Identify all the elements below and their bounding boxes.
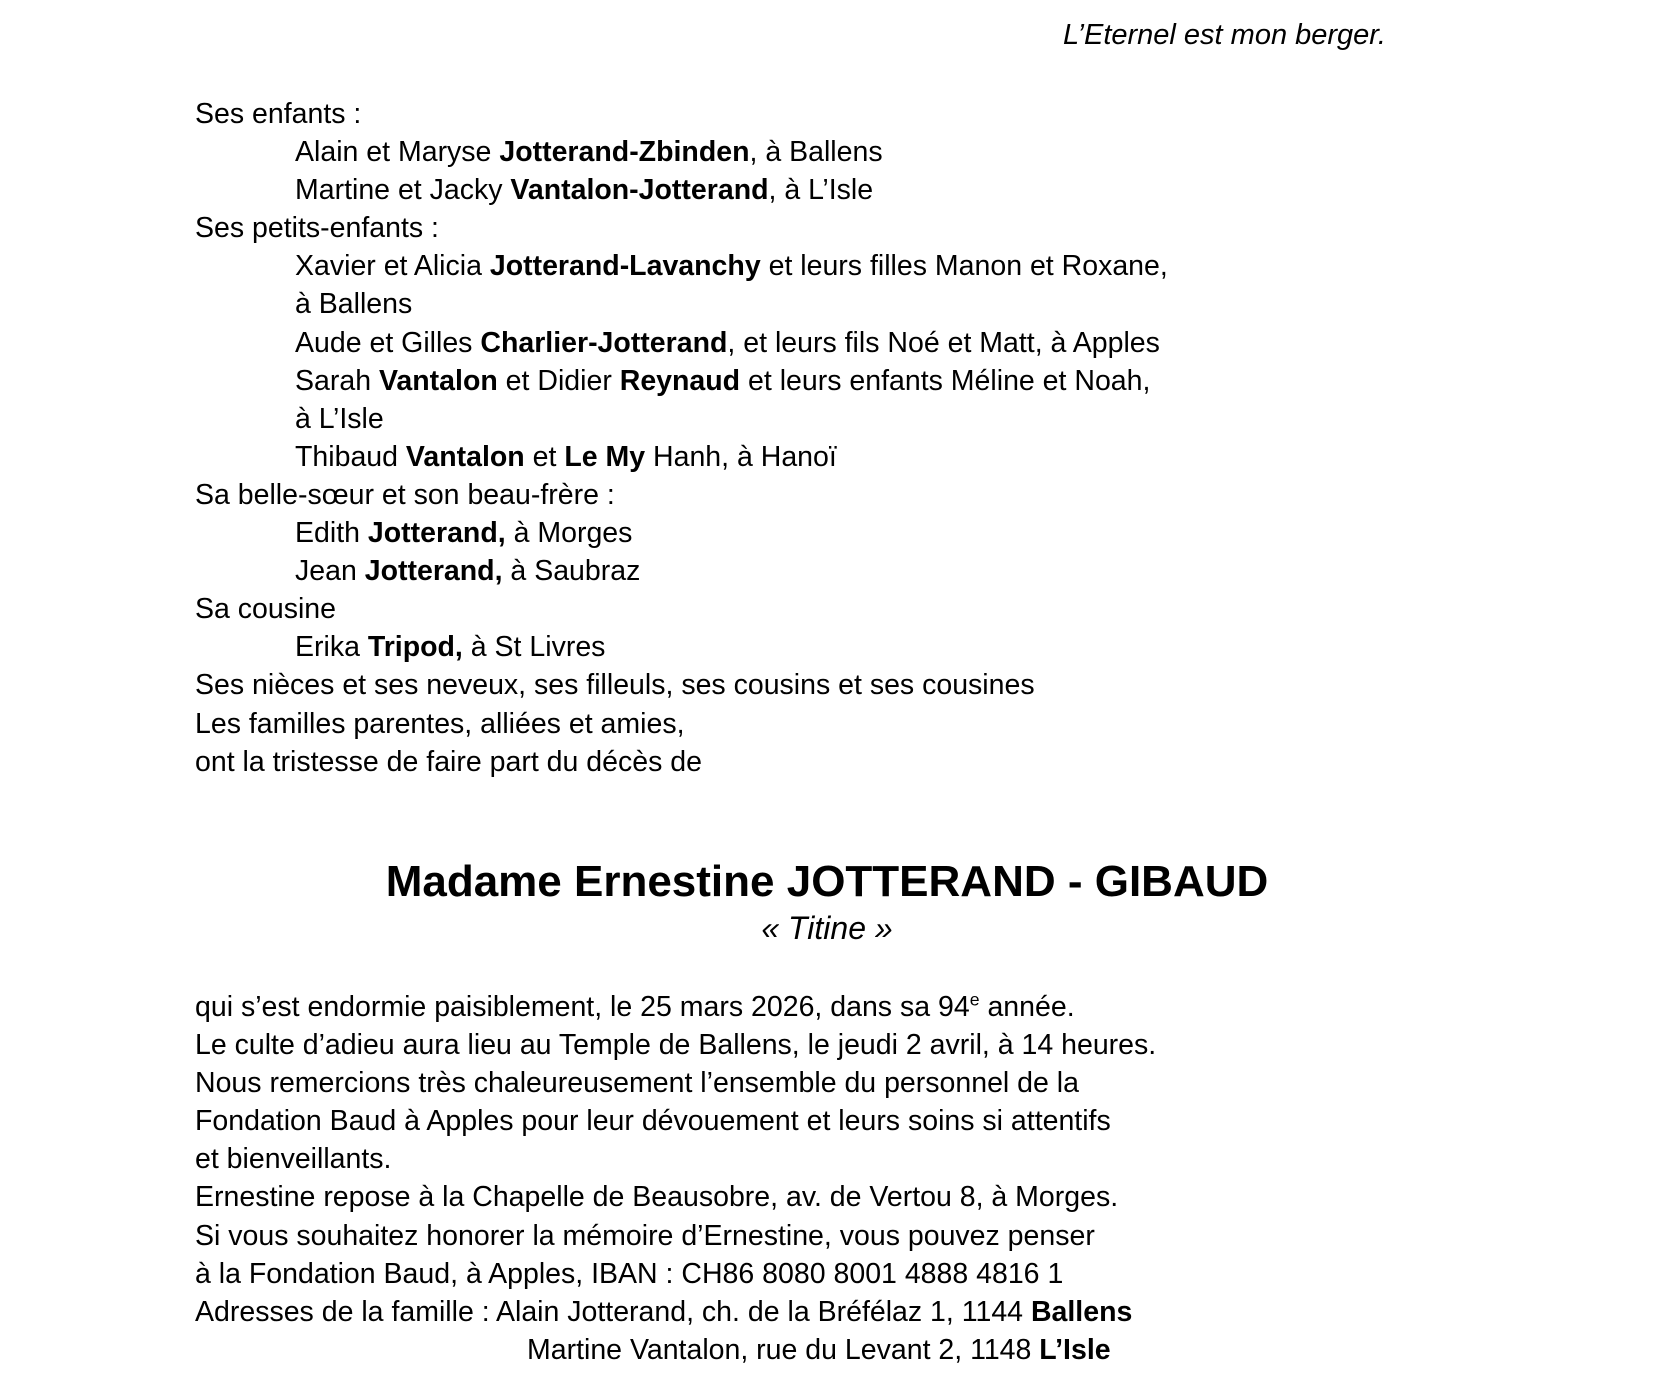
announcement-line — [195, 1255, 1615, 1293]
family-line — [195, 95, 1615, 133]
announcement-line — [195, 1217, 1615, 1255]
text-run: à Ballens — [295, 288, 413, 321]
family-line — [195, 362, 1615, 400]
bold-text-run: Jotterand, — [367, 517, 506, 550]
superscript-text: e — [969, 989, 980, 1010]
text-run: et leurs filles Manon et Roxane, — [760, 250, 1168, 283]
text-run: à Saubraz — [502, 555, 641, 588]
family-line — [195, 285, 1615, 323]
bold-text-run: Reynaud — [619, 364, 741, 397]
text-run: Xavier et Alicia — [295, 250, 490, 283]
family-line — [195, 743, 1615, 781]
family-line — [195, 552, 1615, 590]
bold-text-run: Jotterand-Zbinden — [499, 136, 750, 169]
text-run: Ernestine repose à la Chapelle de Beausobre, av. de Vertou 8, à Morges. — [195, 1181, 1119, 1214]
title-block — [0, 858, 1654, 948]
text-run: Alain et Maryse — [295, 136, 500, 169]
text-run: Erika — [295, 631, 368, 664]
bold-text-run: Charlier-Jotterand — [480, 326, 728, 359]
text-run: Adresses de la famille : Alain Jotterand, ch. de la Bréfélaz 1, 1144 — [195, 1295, 1031, 1328]
text-run: à Morges — [505, 517, 633, 550]
text-run: Edith — [295, 517, 368, 550]
announcement-line — [195, 1331, 1615, 1369]
text-run: Martine et Jacky — [295, 174, 511, 207]
text-run: , à Ballens — [749, 136, 883, 169]
text-run: Le culte d’adieu aura lieu au Temple de Ballens, le jeudi 2 avril, à 14 heures. — [195, 1029, 1157, 1062]
text-run: , à L’Isle — [768, 174, 874, 207]
bold-text-run: Le My — [564, 440, 646, 473]
family-line — [195, 705, 1615, 743]
announcement-line — [195, 1293, 1615, 1331]
family-line — [195, 514, 1615, 552]
text-run: et Didier — [497, 364, 620, 397]
announcement-line — [195, 1140, 1615, 1178]
bold-text-run: Vantalon — [405, 440, 525, 473]
family-line — [195, 476, 1615, 514]
text-run: et — [524, 440, 565, 473]
text-run: à L’Isle — [295, 402, 384, 435]
text-run: qui s’est endormie paisiblement, le 25 mars 2026, dans sa 94 — [195, 991, 970, 1023]
family-line — [195, 438, 1615, 476]
text-run: et bienveillants. — [195, 1143, 392, 1176]
bold-text-run: Ballens — [1030, 1295, 1133, 1328]
family-line — [195, 666, 1615, 704]
bold-text-run: L’Isle — [1039, 1333, 1111, 1366]
text-run: Fondation Baud à Apples pour leur dévouement et leurs soins si attentifs — [195, 1105, 1111, 1138]
bold-text-run: Jotterand-Lavanchy — [489, 250, 761, 283]
text-run: Nous remercions très chaleureusement l’ensemble du personnel de la — [195, 1067, 1079, 1100]
deceased-name-title: Madame Ernestine JOTTERAND - GIBAUD — [385, 857, 1269, 906]
text-run: Aude et Gilles — [295, 326, 481, 359]
text-run: Ses nièces et ses neveux, ses filleuls, ses cousins et ses cousines — [195, 669, 1035, 702]
text-run: ont la tristesse de faire part du décès de — [195, 745, 702, 778]
family-line — [195, 171, 1615, 209]
family-line — [195, 628, 1615, 666]
announcement-line — [195, 988, 1615, 1026]
bold-text-run: Tripod, — [367, 631, 463, 664]
text-run: année. — [979, 991, 1075, 1023]
text-run: Thibaud — [295, 440, 406, 473]
text-run: Jean — [295, 555, 365, 588]
text-run: Sarah — [295, 364, 379, 397]
text-run: Martine Vantalon, rue du Levant 2, 1148 — [527, 1333, 1040, 1366]
announcement-body — [195, 988, 1615, 1369]
family-line — [195, 133, 1615, 171]
bold-text-run: Vantalon — [378, 364, 498, 397]
text-run: Ses petits-enfants : — [195, 212, 439, 245]
nickname-subtitle: « Titine » — [761, 910, 893, 946]
text-run: Ses enfants : — [195, 98, 362, 130]
text-run — [970, 991, 980, 1023]
announcement-line — [195, 1102, 1615, 1140]
epigraph: L’Eternel est mon berger. — [1063, 19, 1386, 51]
text-run: Sa cousine — [195, 593, 337, 626]
announcement-line — [195, 1026, 1615, 1064]
family-line — [195, 247, 1615, 285]
family-line — [195, 324, 1615, 362]
bold-text-run: Jotterand, — [364, 555, 503, 588]
family-line — [195, 209, 1615, 247]
text-run: Si vous souhaitez honorer la mémoire d’Ernestine, vous pouvez penser — [195, 1219, 1095, 1252]
announcement-line — [195, 1064, 1615, 1102]
announcement-line — [195, 1178, 1615, 1216]
bold-text-run: Vantalon-Jotterand — [510, 174, 769, 207]
text-run: Sa belle-sœur et son beau-frère : — [195, 478, 615, 511]
family-line — [195, 400, 1615, 438]
text-run: à la Fondation Baud, à Apples, IBAN : CH86 8080 8001 4888 4816 1 — [195, 1257, 1064, 1290]
text-run: Les familles parentes, alliées et amies, — [195, 707, 685, 740]
text-run: et leurs enfants Méline et Noah, — [740, 364, 1151, 397]
text-run: à St Livres — [462, 631, 606, 664]
family-list — [195, 95, 1615, 781]
family-line — [195, 590, 1615, 628]
text-run: Hanh, à Hanoï — [645, 440, 837, 473]
text-run: , et leurs fils Noé et Matt, à Apples — [727, 326, 1160, 359]
